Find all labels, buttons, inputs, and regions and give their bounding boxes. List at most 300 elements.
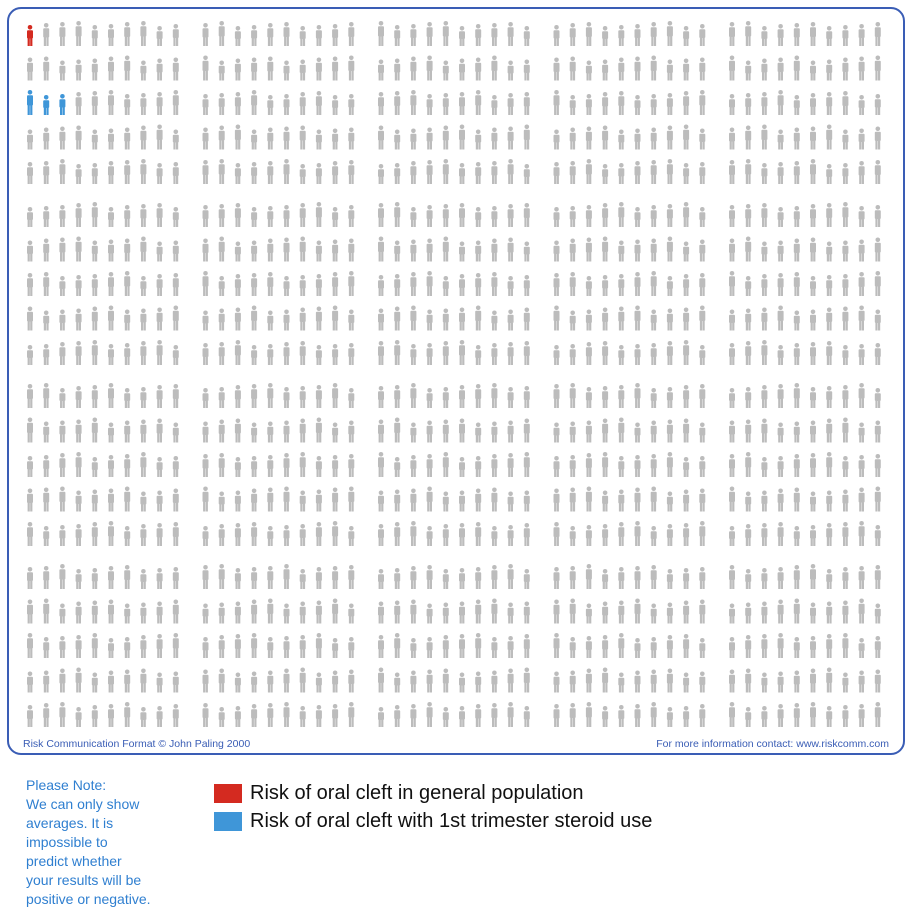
- person-figure: [875, 421, 881, 443]
- person-figure: [842, 163, 848, 184]
- person-figure: [761, 568, 767, 589]
- person-figure: [570, 128, 576, 150]
- people-grid: [25, 21, 895, 737]
- person-figure: [76, 452, 82, 477]
- person-figure: [602, 203, 608, 227]
- legend-item-steroid: [214, 808, 652, 835]
- legend-label: Risk of oral cleft in general population: [250, 782, 584, 804]
- person-figure: [508, 387, 514, 408]
- person-figure: [508, 669, 514, 693]
- person-figure: [157, 203, 163, 227]
- person-figure: [667, 492, 673, 512]
- person-figure: [859, 344, 865, 365]
- person-figure: [378, 386, 384, 408]
- person-figure: [651, 604, 657, 624]
- person-figure: [842, 456, 848, 477]
- person-figure: [235, 385, 241, 408]
- person-figure: [667, 93, 673, 115]
- person-figure: [140, 341, 146, 365]
- person-figure: [794, 383, 800, 408]
- person-figure: [667, 159, 673, 184]
- person-figure: [745, 309, 751, 331]
- person-figure: [203, 526, 209, 546]
- person-figure: [459, 673, 465, 693]
- person-figure: [348, 160, 354, 184]
- person-figure: [173, 130, 179, 150]
- person-figure: [524, 523, 530, 546]
- person-figure: [826, 125, 832, 150]
- person-figure: [826, 164, 832, 184]
- person-figure: [27, 456, 33, 477]
- person-figure: [267, 566, 273, 589]
- person-figure: [794, 272, 800, 296]
- person-figure: [27, 207, 33, 227]
- person-figure: [203, 565, 209, 589]
- person-figure: [27, 162, 33, 184]
- person-figure: [348, 94, 354, 115]
- person-figure: [794, 56, 800, 81]
- person-figure: [157, 125, 163, 150]
- person-figure: [124, 271, 130, 296]
- person-figure: [92, 457, 98, 477]
- person-figure: [635, 488, 641, 512]
- person-figure: [27, 273, 33, 296]
- person-figure: [651, 702, 657, 727]
- person-figure: [491, 454, 497, 477]
- person-figure: [108, 423, 114, 443]
- person-figure: [124, 310, 130, 331]
- person-figure: [635, 272, 641, 296]
- person-figure: [76, 126, 82, 150]
- person-figure: [203, 271, 209, 296]
- person-figure: [316, 307, 322, 331]
- person-figure: [140, 524, 146, 546]
- person-figure: [108, 207, 114, 227]
- person-figure: [316, 274, 322, 296]
- person-figure: [554, 489, 560, 512]
- person-figure: [491, 161, 497, 184]
- person-figure: [842, 202, 848, 227]
- person-figure: [683, 385, 689, 408]
- person-figure: [173, 306, 179, 331]
- person-figure: [157, 92, 163, 115]
- person-figure: [810, 525, 816, 546]
- person-figure: [348, 22, 354, 46]
- person-figure: [173, 58, 179, 81]
- person-figure: [459, 308, 465, 331]
- person-figure: [108, 455, 114, 477]
- person-figure: [173, 633, 179, 658]
- person-figure: [92, 59, 98, 81]
- person-figure: [394, 241, 400, 262]
- person-figure: [745, 569, 751, 589]
- person-figure: [267, 95, 273, 115]
- person-figure: [570, 161, 576, 184]
- person-figure: [524, 419, 530, 443]
- person-figure: [699, 521, 705, 546]
- person-figure: [157, 673, 163, 693]
- person-figure: [635, 383, 641, 408]
- person-figure: [475, 273, 481, 296]
- person-figure: [378, 452, 384, 477]
- person-figure: [475, 456, 481, 477]
- person-figure: [378, 164, 384, 184]
- person-figure: [875, 205, 881, 227]
- person-figure: [683, 163, 689, 184]
- note-line: averages. It is: [26, 815, 114, 831]
- person-figure: [667, 204, 673, 227]
- person-figure: [251, 90, 257, 115]
- person-figure: [203, 454, 209, 477]
- person-figure: [602, 164, 608, 184]
- person-figure: [140, 387, 146, 408]
- person-figure: [508, 492, 514, 512]
- person-figure: [729, 388, 735, 408]
- person-figure: [586, 421, 592, 443]
- person-figure: [618, 130, 624, 150]
- person-figure: [140, 126, 146, 150]
- person-figure: [778, 600, 784, 624]
- person-figure: [635, 599, 641, 624]
- person-figure: [43, 23, 49, 46]
- person-figure: [570, 703, 576, 727]
- person-figure: [459, 634, 465, 658]
- person-figure: [826, 668, 832, 693]
- person-figure: [394, 340, 400, 365]
- person-figure: [157, 706, 163, 727]
- person-figure: [618, 241, 624, 262]
- person-figure: [203, 56, 209, 81]
- person-figure: [427, 526, 433, 546]
- person-figure: [251, 306, 257, 331]
- person-figure: [651, 271, 657, 296]
- person-figure: [427, 343, 433, 365]
- person-figure: [378, 491, 384, 512]
- person-figure: [635, 423, 641, 443]
- person-figure: [267, 128, 273, 150]
- person-figure: [219, 603, 225, 624]
- person-figure: [554, 522, 560, 546]
- person-figure: [810, 22, 816, 46]
- person-figure: [427, 94, 433, 115]
- person-figure: [219, 453, 225, 477]
- person-figure: [875, 487, 881, 512]
- person-figure: [524, 386, 530, 408]
- person-figure: [475, 24, 481, 46]
- person-figure: [635, 344, 641, 365]
- person-figure: [778, 90, 784, 115]
- person-figure: [683, 419, 689, 443]
- person-figure: [27, 567, 33, 589]
- person-figure: [570, 57, 576, 81]
- person-figure: [491, 526, 497, 546]
- risk-graphic-panel: [7, 7, 905, 755]
- person-figure: [794, 703, 800, 727]
- person-figure: [59, 525, 65, 546]
- person-figure: [475, 345, 481, 365]
- person-figure: [251, 489, 257, 512]
- person-figure: [826, 523, 832, 546]
- person-figure: [729, 637, 735, 658]
- person-figure: [43, 703, 49, 727]
- person-figure: [729, 670, 735, 693]
- person-figure: [602, 569, 608, 589]
- person-figure: [92, 522, 98, 546]
- person-figure: [875, 238, 881, 262]
- person-figure: [203, 128, 209, 150]
- person-figure: [667, 309, 673, 331]
- person-figure: [667, 603, 673, 624]
- person-figure: [778, 207, 784, 227]
- person-figure: [332, 566, 338, 589]
- person-figure: [618, 705, 624, 727]
- person-figure: [699, 306, 705, 331]
- person-figure: [554, 306, 560, 331]
- person-figure: [554, 672, 560, 693]
- person-figure: [475, 423, 481, 443]
- person-figure: [219, 126, 225, 150]
- person-figure: [491, 56, 497, 81]
- person-figure: [699, 129, 705, 150]
- person-figure: [667, 126, 673, 150]
- person-figure: [300, 341, 306, 365]
- person-figure: [875, 127, 881, 150]
- person-figure: [219, 276, 225, 296]
- person-figure: [524, 706, 530, 727]
- person-figure: [332, 488, 338, 512]
- person-figure: [316, 633, 322, 658]
- person-figure: [92, 202, 98, 227]
- person-figure: [794, 526, 800, 546]
- person-figure: [76, 524, 82, 546]
- person-figure: [173, 600, 179, 624]
- person-figure: [378, 707, 384, 727]
- person-figure: [586, 238, 592, 262]
- person-figure: [316, 567, 322, 589]
- person-figure: [475, 672, 481, 693]
- person-figure: [554, 162, 560, 184]
- person-figure: [300, 602, 306, 624]
- person-figure: [394, 522, 400, 546]
- person-figure: [427, 160, 433, 184]
- person-figure: [475, 90, 481, 115]
- person-figure: [618, 274, 624, 296]
- person-figure: [794, 637, 800, 658]
- person-figure: [251, 58, 257, 81]
- person-figure: [140, 21, 146, 46]
- person-figure: [459, 203, 465, 227]
- person-figure: [683, 125, 689, 150]
- person-figure: [699, 672, 705, 693]
- person-figure: [443, 276, 449, 296]
- person-figure: [491, 637, 497, 658]
- person-figure: [300, 419, 306, 443]
- person-figure: [251, 273, 257, 296]
- person-figure: [794, 565, 800, 589]
- person-figure: [173, 207, 179, 227]
- person-figure: [219, 21, 225, 46]
- person-figure: [219, 492, 225, 512]
- person-figure: [157, 242, 163, 262]
- person-figure: [235, 308, 241, 331]
- person-figure: [667, 524, 673, 546]
- person-figure: [699, 58, 705, 81]
- person-figure: [332, 455, 338, 477]
- person-figure: [794, 239, 800, 262]
- person-figure: [859, 638, 865, 658]
- person-figure: [378, 569, 384, 589]
- person-figure: [635, 704, 641, 727]
- person-figure: [251, 522, 257, 546]
- person-figure: [59, 159, 65, 184]
- person-figure: [332, 24, 338, 46]
- person-figure: [203, 388, 209, 408]
- person-figure: [524, 491, 530, 512]
- person-figure: [491, 23, 497, 46]
- person-figure: [284, 159, 290, 184]
- person-figure: [524, 341, 530, 365]
- person-figure: [157, 602, 163, 624]
- person-figure: [602, 341, 608, 365]
- person-figure: [491, 206, 497, 227]
- person-figure: [570, 95, 576, 115]
- person-figure: [586, 702, 592, 727]
- person-figure: [251, 345, 257, 365]
- person-figure: [251, 25, 257, 46]
- person-figure: [667, 237, 673, 262]
- person-figure: [602, 602, 608, 624]
- person-figure: [651, 56, 657, 81]
- person-figure: [729, 160, 735, 184]
- person-figure: [667, 387, 673, 408]
- person-figure: [219, 564, 225, 589]
- person-figure: [586, 342, 592, 365]
- legend-swatch-blue: [214, 812, 242, 831]
- person-figure: [875, 343, 881, 365]
- person-figure: [778, 162, 784, 184]
- person-figure: [59, 669, 65, 693]
- person-figure: [267, 311, 273, 331]
- person-figure: [267, 23, 273, 46]
- person-figure: [267, 239, 273, 262]
- person-figure: [618, 567, 624, 589]
- person-figure: [140, 309, 146, 331]
- person-figure: [586, 604, 592, 624]
- legend-item-general: [214, 780, 652, 807]
- person-figure: [284, 487, 290, 512]
- person-figure: [108, 240, 114, 262]
- person-figure: [124, 421, 130, 443]
- person-figure: [332, 272, 338, 296]
- person-figure: [586, 159, 592, 184]
- person-figure: [778, 456, 784, 477]
- person-figure: [140, 159, 146, 184]
- person-figure: [651, 670, 657, 693]
- person-figure: [157, 340, 163, 365]
- person-figure: [683, 634, 689, 658]
- person-figure: [108, 90, 114, 115]
- person-figure: [826, 60, 832, 81]
- person-figure: [157, 308, 163, 331]
- person-figure: [570, 311, 576, 331]
- person-figure: [651, 343, 657, 365]
- person-figure: [443, 524, 449, 546]
- person-figure: [394, 633, 400, 658]
- person-figure: [842, 345, 848, 365]
- person-figure: [683, 457, 689, 477]
- person-figure: [76, 602, 82, 624]
- person-figure: [43, 344, 49, 365]
- person-figure: [810, 342, 816, 365]
- person-figure: [378, 420, 384, 443]
- person-figure: [427, 454, 433, 477]
- person-figure: [443, 159, 449, 184]
- person-figure: [667, 341, 673, 365]
- person-figure: [300, 386, 306, 408]
- person-figure: [745, 276, 751, 296]
- person-figure: [235, 419, 241, 443]
- person-figure: [267, 671, 273, 693]
- person-figure: [683, 673, 689, 693]
- person-figure: [108, 344, 114, 365]
- person-figure: [699, 345, 705, 365]
- person-figure: [203, 94, 209, 115]
- person-figure: [778, 567, 784, 589]
- person-figure: [651, 637, 657, 658]
- person-figure: [859, 24, 865, 46]
- person-figure: [635, 161, 641, 184]
- person-figure: [92, 130, 98, 150]
- person-figure: [316, 673, 322, 693]
- person-figure: [491, 95, 497, 115]
- person-figure: [618, 345, 624, 365]
- person-figure: [427, 310, 433, 331]
- person-figure: [602, 491, 608, 512]
- person-figure: [92, 25, 98, 46]
- person-figure: [300, 26, 306, 46]
- person-figure: [667, 420, 673, 443]
- person-figure: [219, 309, 225, 331]
- person-figure: [76, 309, 82, 331]
- person-figure: [124, 343, 130, 365]
- person-figure: [745, 707, 751, 727]
- person-figure: [745, 93, 751, 115]
- person-figure: [173, 522, 179, 546]
- person-figure: [348, 388, 354, 408]
- person-figure: [491, 671, 497, 693]
- person-figure: [332, 57, 338, 81]
- person-figure: [618, 25, 624, 46]
- person-figure: [173, 241, 179, 262]
- person-figure: [108, 129, 114, 150]
- person-figure: [410, 383, 416, 408]
- person-figure: [699, 384, 705, 408]
- person-figure: [316, 130, 322, 150]
- person-figure: [602, 308, 608, 331]
- person-figure: [173, 384, 179, 408]
- person-figure: [761, 706, 767, 727]
- person-figure: [667, 569, 673, 589]
- person-figure: [618, 385, 624, 408]
- person-figure: [43, 239, 49, 262]
- person-figure: [491, 599, 497, 624]
- person-figure: [316, 25, 322, 46]
- person-figure: [43, 383, 49, 408]
- person-figure: [554, 456, 560, 477]
- person-figure: [778, 522, 784, 546]
- person-figure: [157, 634, 163, 658]
- person-figure: [524, 60, 530, 81]
